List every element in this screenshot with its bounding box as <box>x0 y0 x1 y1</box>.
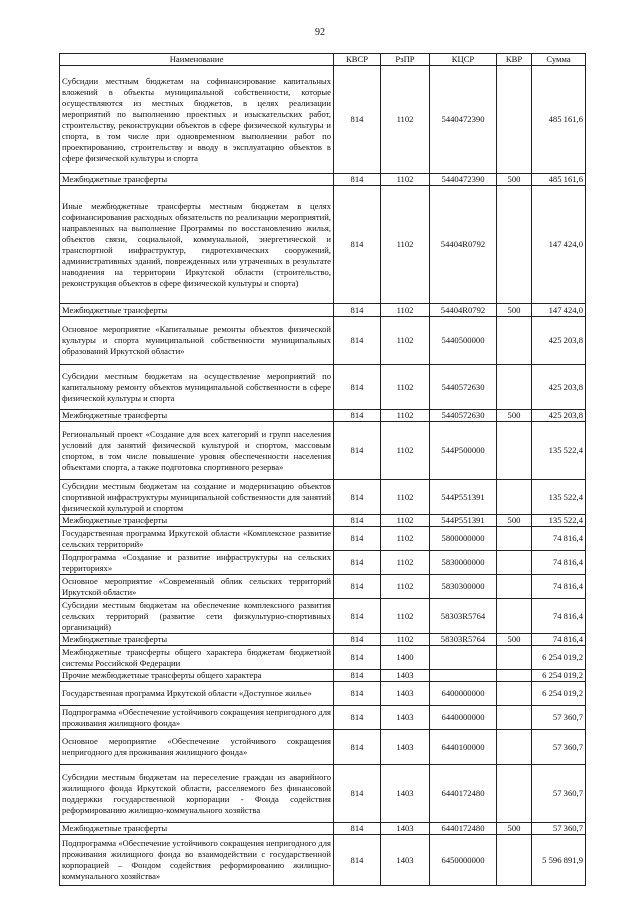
cell-name: Межбюджетные трансферты <box>60 823 334 835</box>
cell-kvsr: 814 <box>334 599 381 634</box>
cell-name: Региональный проект «Создание для всех категорий и групп населения условий для занятий физической культурой и спортом, массовым спортом, в том числе повышение уровня обеспеченности населения объектами спорта, а также подготовка спортивного резерва» <box>60 422 334 480</box>
table-row <box>60 823 586 835</box>
cell-kvsr: 814 <box>334 422 381 480</box>
cell-kcsr: 5440472390 <box>430 66 497 174</box>
cell-kcsr: 6440172480 <box>430 823 497 835</box>
cell-rzpr: 1403 <box>381 706 430 730</box>
cell-kvr <box>497 480 532 515</box>
cell-kvsr: 814 <box>334 706 381 730</box>
header-sum: Сумма <box>532 54 586 66</box>
cell-sum: 147 424,0 <box>532 304 586 317</box>
cell-kvsr: 814 <box>334 66 381 174</box>
cell-sum: 425 203,8 <box>532 410 586 422</box>
cell-sum: 57 360,7 <box>532 823 586 835</box>
cell-kvsr: 814 <box>334 670 381 682</box>
cell-sum: 6 254 019,2 <box>532 646 586 670</box>
cell-name: Основное мероприятие «Современный облик сельских территорий Иркутской области» <box>60 575 334 599</box>
table-row <box>60 66 586 174</box>
cell-kvsr: 814 <box>334 515 381 527</box>
cell-kvsr: 814 <box>334 575 381 599</box>
cell-rzpr: 1403 <box>381 823 430 835</box>
cell-kvsr: 814 <box>334 646 381 670</box>
cell-kcsr: 6440000000 <box>430 706 497 730</box>
table-row <box>60 835 586 886</box>
cell-kvr <box>497 422 532 480</box>
table-row <box>60 599 586 634</box>
cell-kvr <box>497 527 532 551</box>
cell-kcsr: 54404R0792 <box>430 304 497 317</box>
cell-kvsr: 814 <box>334 551 381 575</box>
cell-name: Основное мероприятие «Капитальные ремонты объектов физической культуры и спорта муниципальной собственности муниципальных образований Иркутской области» <box>60 317 334 365</box>
table-row <box>60 551 586 575</box>
cell-kvr <box>497 575 532 599</box>
cell-kvsr: 814 <box>334 765 381 823</box>
cell-rzpr: 1102 <box>381 575 430 599</box>
cell-rzpr: 1102 <box>381 365 430 410</box>
cell-name: Подпрограмма «Обеспечение устойчивого сокращения непригодного для проживания жилищного фонда» <box>60 706 334 730</box>
cell-sum: 147 424,0 <box>532 186 586 304</box>
cell-name: Подпрограмма «Создание и развитие инфраструктуры на сельских территориях» <box>60 551 334 575</box>
cell-sum: 74 816,4 <box>532 575 586 599</box>
cell-sum: 74 816,4 <box>532 599 586 634</box>
cell-name: Субсидии местным бюджетам на создание и модернизацию объектов спортивной инфраструктуры муниципальной собственности для занятий физической культурой и спортом <box>60 480 334 515</box>
cell-sum: 135 522,4 <box>532 480 586 515</box>
table-row <box>60 174 586 186</box>
cell-kvr <box>497 646 532 670</box>
cell-rzpr: 1102 <box>381 410 430 422</box>
cell-sum: 57 360,7 <box>532 706 586 730</box>
cell-kvsr: 814 <box>334 317 381 365</box>
cell-sum: 74 816,4 <box>532 551 586 575</box>
cell-kvr: 500 <box>497 174 532 186</box>
cell-kvr: 500 <box>497 515 532 527</box>
cell-kcsr: 58303R5764 <box>430 599 497 634</box>
table-row <box>60 480 586 515</box>
cell-sum: 135 522,4 <box>532 515 586 527</box>
cell-sum: 485 161,6 <box>532 66 586 174</box>
cell-name: Межбюджетные трансферты <box>60 174 334 186</box>
table-row <box>60 317 586 365</box>
cell-rzpr: 1102 <box>381 527 430 551</box>
cell-rzpr: 1403 <box>381 765 430 823</box>
cell-kvr <box>497 706 532 730</box>
header-kcsr: КЦСР <box>430 54 497 66</box>
cell-kvr <box>497 835 532 886</box>
cell-kvr <box>497 317 532 365</box>
cell-rzpr: 1102 <box>381 66 430 174</box>
cell-kvr <box>497 186 532 304</box>
cell-sum: 74 816,4 <box>532 527 586 551</box>
cell-sum: 57 360,7 <box>532 765 586 823</box>
cell-name: Субсидии местным бюджетам на осуществление мероприятий по капитальному ремонту объектов муниципальной собственности в сфере физической культуры и спорта <box>60 365 334 410</box>
cell-rzpr: 1403 <box>381 835 430 886</box>
cell-name: Межбюджетные трансферты <box>60 304 334 317</box>
table-row <box>60 527 586 551</box>
cell-rzpr: 1102 <box>381 174 430 186</box>
table-row <box>60 706 586 730</box>
cell-name: Государственная программа Иркутской области «Доступное жилье» <box>60 682 334 706</box>
cell-kvr <box>497 599 532 634</box>
table-body <box>60 66 586 886</box>
table-row <box>60 186 586 304</box>
cell-kcsr: 5830000000 <box>430 551 497 575</box>
cell-kcsr: 6440172480 <box>430 765 497 823</box>
cell-kvr <box>497 365 532 410</box>
cell-kcsr: 544P500000 <box>430 422 497 480</box>
cell-kcsr: 5440572630 <box>430 410 497 422</box>
cell-kvsr: 814 <box>334 835 381 886</box>
cell-rzpr: 1102 <box>381 515 430 527</box>
cell-kcsr: 6400000000 <box>430 682 497 706</box>
cell-sum: 425 203,8 <box>532 317 586 365</box>
cell-kvsr: 814 <box>334 174 381 186</box>
cell-kvsr: 814 <box>334 634 381 646</box>
cell-kvsr: 814 <box>334 730 381 765</box>
cell-kcsr: 544P551391 <box>430 480 497 515</box>
cell-kvr <box>497 730 532 765</box>
page-number: 92 <box>315 27 325 38</box>
table-header-row <box>60 54 586 66</box>
cell-name: Межбюджетные трансферты <box>60 515 334 527</box>
cell-sum: 485 161,6 <box>532 174 586 186</box>
cell-kvsr: 814 <box>334 410 381 422</box>
cell-kvr: 500 <box>497 634 532 646</box>
cell-rzpr: 1403 <box>381 682 430 706</box>
cell-rzpr: 1102 <box>381 422 430 480</box>
cell-kvr <box>497 670 532 682</box>
cell-rzpr: 1102 <box>381 317 430 365</box>
cell-name: Субсидии местным бюджетам на обеспечение комплексного развития сельских территорий (развитие сети физкультурно-спортивных организаций) <box>60 599 334 634</box>
cell-kcsr: 544P551391 <box>430 515 497 527</box>
cell-kcsr: 5800000000 <box>430 527 497 551</box>
cell-rzpr: 1102 <box>381 186 430 304</box>
cell-sum: 6 254 019,2 <box>532 682 586 706</box>
cell-kvr: 500 <box>497 304 532 317</box>
cell-rzpr: 1102 <box>381 551 430 575</box>
cell-rzpr: 1102 <box>381 304 430 317</box>
cell-name: Основное мероприятие «Обеспечение устойчивого сокращения непригодного для проживания жилищного фонда» <box>60 730 334 765</box>
cell-sum: 6 254 019,2 <box>532 670 586 682</box>
table-row <box>60 634 586 646</box>
cell-kcsr: 58303R5764 <box>430 634 497 646</box>
cell-name: Межбюджетные трансферты <box>60 634 334 646</box>
cell-kvr <box>497 66 532 174</box>
cell-kcsr: 6440100000 <box>430 730 497 765</box>
cell-kvsr: 814 <box>334 480 381 515</box>
table-row <box>60 410 586 422</box>
table-row <box>60 682 586 706</box>
cell-kcsr: 5440500000 <box>430 317 497 365</box>
cell-kvr <box>497 682 532 706</box>
header-rzpr: РзПР <box>381 54 430 66</box>
cell-kvr <box>497 765 532 823</box>
cell-kcsr <box>430 646 497 670</box>
cell-rzpr: 1102 <box>381 634 430 646</box>
cell-kcsr: 5830300000 <box>430 575 497 599</box>
header-kvsr: КВСР <box>334 54 381 66</box>
cell-name: Государственная программа Иркутской области «Комплексное развитие сельских территорий» <box>60 527 334 551</box>
cell-name: Межбюджетные трансферты общего характера бюджетам бюджетной системы Российской Федерации <box>60 646 334 670</box>
cell-kcsr <box>430 670 497 682</box>
cell-name: Субсидии местным бюджетам на переселение граждан из аварийного жилищного фонда Иркутской области, расселяемого без финансовой поддержки государственной корпорации - Фонда содействия реформированию жилищно-коммунального хозяйства <box>60 765 334 823</box>
table-row <box>60 730 586 765</box>
cell-kvsr: 814 <box>334 527 381 551</box>
table-row <box>60 365 586 410</box>
table-row <box>60 575 586 599</box>
cell-kvsr: 814 <box>334 304 381 317</box>
table-row <box>60 515 586 527</box>
cell-kvr: 500 <box>497 823 532 835</box>
cell-sum: 5 596 891,9 <box>532 835 586 886</box>
cell-rzpr: 1400 <box>381 646 430 670</box>
cell-kcsr: 5440572630 <box>430 365 497 410</box>
budget-table <box>59 53 586 886</box>
cell-rzpr: 1102 <box>381 480 430 515</box>
table-row <box>60 670 586 682</box>
cell-rzpr: 1403 <box>381 730 430 765</box>
cell-kvr: 500 <box>497 410 532 422</box>
table-row <box>60 304 586 317</box>
cell-kcsr: 54404R0792 <box>430 186 497 304</box>
cell-sum: 57 360,7 <box>532 730 586 765</box>
cell-name: Иные межбюджетные трансферты местным бюджетам в целях софинансирования расходных обязательств по реализации мероприятий, направленных на выполнение Программы по восстановлению жилья, объектов связи, социальной, коммунальной, энергетической и транспортной инфраструктур, гидротехнических сооружений, административных зданий, поврежденных или утраченных в результате наводнения на территории Иркутской области (строительство, реконструкция объектов в сфере физической культуры и спорта) <box>60 186 334 304</box>
cell-kvsr: 814 <box>334 186 381 304</box>
cell-rzpr: 1102 <box>381 599 430 634</box>
cell-kvsr: 814 <box>334 823 381 835</box>
cell-rzpr: 1403 <box>381 670 430 682</box>
header-kvr: КВР <box>497 54 532 66</box>
cell-sum: 135 522,4 <box>532 422 586 480</box>
cell-kvr <box>497 551 532 575</box>
cell-name: Межбюджетные трансферты <box>60 410 334 422</box>
cell-kvsr: 814 <box>334 682 381 706</box>
table-row <box>60 646 586 670</box>
cell-kcsr: 5440472390 <box>430 174 497 186</box>
cell-kcsr: 6450000000 <box>430 835 497 886</box>
cell-name: Субсидии местным бюджетам на софинансирование капитальных вложений в объекты муниципальной собственности, которые осуществляются из местных бюджетов, в целях реализации мероприятий по выполнению проектных и изыскательских работ, строительству, реконструкции объектов в сфере физической культуры и спорта, в том числе при одновременном выполнении работ по проектированию, строительству и вводу в эксплуатацию объектов в сфере физической культуры и спорта <box>60 66 334 174</box>
cell-name: Прочие межбюджетные трансферты общего характера <box>60 670 334 682</box>
table-row <box>60 765 586 823</box>
cell-sum: 74 816,4 <box>532 634 586 646</box>
cell-kvsr: 814 <box>334 365 381 410</box>
cell-name: Подпрограмма «Обеспечение устойчивого сокращения непригодного для проживания жилищного фонда во взаимодействии с государственной корпорацией – Фондом содействия реформированию жилищно-коммунального хозяйства» <box>60 835 334 886</box>
header-name: Наименование <box>60 54 334 66</box>
table-row <box>60 422 586 480</box>
cell-sum: 425 203,8 <box>532 365 586 410</box>
